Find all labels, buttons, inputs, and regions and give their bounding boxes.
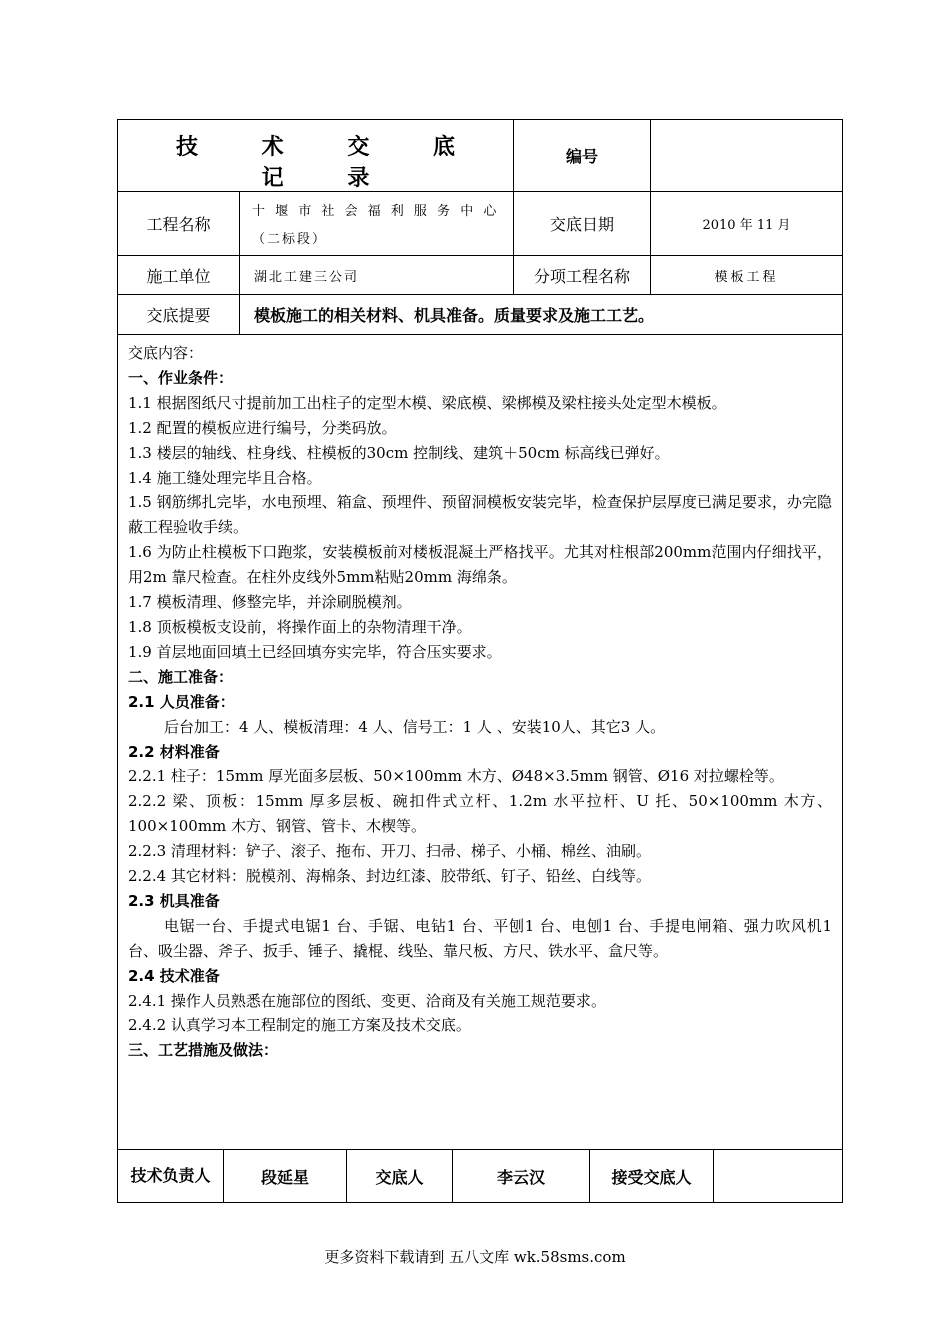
project-label: 工程名称: [118, 192, 240, 255]
project-value-line2: （二标段）: [252, 231, 328, 247]
receiver-value: [714, 1150, 842, 1202]
content-line: 2.2.2 梁、顶板：15mm 厚多层板、碗扣件式立杆、1.2m 水平拉杆、U 托、50×100mm 木方、100×100mm 木方、钢管、管卡、木楔等。: [128, 792, 832, 836]
content-line: 1.6 为防止柱模板下口跑浆，安装模板前对楼板混凝土严格找平。尤其对柱根部200mm范围内仔细找平，用2m 靠尺检查。在柱外皮线外5mm粘贴20mm 海绵条。: [128, 543, 832, 587]
content-line: 1.3 楼层的轴线、柱身线、柱模板的30cm 控制线、建筑＋50cm 标高线已弹好。: [128, 443, 670, 462]
unit-label: 施工单位: [118, 256, 240, 294]
receiver-label: 接受交底人: [590, 1150, 714, 1202]
document-title: 技 术 交 底 记 录: [118, 120, 514, 191]
content-line: 电锯一台、手提式电锯1 台、手锯、电钻1 台、平刨1 台、电刨1 台、手提电闸箱、强力吹风机1 台、吸尘器、斧子、扳手、锤子、撬棍、线坠、靠尺板、方尺、铁水平、盒尺等。: [128, 916, 832, 960]
subproject-value: 模板工程: [714, 269, 779, 285]
content-line: 交底内容：: [128, 344, 204, 362]
content-line: 二、施工准备：: [128, 667, 234, 686]
content-line: 1.4 施工缝处理完毕且合格。: [128, 468, 322, 487]
summary-value: 模板施工的相关材料、机具准备。质量要求及施工工艺。: [254, 306, 655, 325]
content-line: 1.8 顶板模板支设前，将操作面上的杂物清理干净。: [128, 617, 472, 636]
content-line: 2.4 技术准备: [128, 966, 220, 985]
content-line: 一、作业条件：: [128, 368, 234, 387]
number-label: 编号: [514, 120, 651, 191]
content-line: 1.2 配置的模板应进行编号，分类码放。: [128, 418, 397, 437]
date-value: 2010 年 11 月: [702, 218, 791, 233]
project-value-line1: 十 堰 市 社 会 福 利 服 务 中 心: [252, 204, 500, 220]
summary-label: 交底提要: [118, 295, 240, 334]
content-line: 2.1 人员准备：: [128, 692, 235, 711]
number-value: [651, 120, 842, 191]
content-line: 2.4.1 操作人员熟悉在施部位的图纸、变更、洽商及有关施工规范要求。: [128, 991, 606, 1010]
project-value: [240, 192, 514, 255]
content-line: 2.2.3 清理材料：铲子、滚子、拖布、开刀、扫帚、梯子、小桶、棉丝、油刷。: [128, 842, 651, 861]
content-line: 1.7 模板清理、修整完毕，并涂刷脱模剂。: [128, 593, 412, 612]
content-line: 2.2.1 柱子：15mm 厚光面多层板、50×100mm 木方、Ø48×3.5mm 钢管、Ø16 对拉螺栓等。: [128, 767, 784, 786]
project-row: [118, 192, 842, 256]
discloser-value: 李云汉: [453, 1150, 590, 1202]
date-label: 交底日期: [514, 192, 651, 255]
content-line: 1.9 首层地面回填土已经回填夯实完毕，符合压实要求。: [128, 642, 502, 661]
tech-lead-label: 技术负责人: [118, 1150, 224, 1202]
title-row: [118, 120, 842, 192]
disclosure-record-table: [117, 119, 843, 1203]
content-line: 1.1 根据图纸尺寸提前加工出柱子的定型木模、梁底模、梁梆模及梁柱接头处定型木模板。: [128, 393, 727, 412]
download-footer-note: 更多资料下载请到 五八文库 wk.58sms.com: [324, 1248, 626, 1266]
tech-lead-value: 段延星: [224, 1150, 347, 1202]
disclosure-content: [118, 335, 842, 1150]
discloser-label: 交底人: [347, 1150, 453, 1202]
content-line: 2.3 机具准备: [128, 891, 220, 910]
summary-row: [118, 295, 842, 335]
subproject-label: 分项工程名称: [514, 256, 651, 294]
content-line: 2.4.2 认真学习本工程制定的施工方案及技术交底。: [128, 1016, 471, 1035]
unit-row: [118, 256, 842, 295]
unit-value: 湖北工建三公司: [240, 256, 514, 294]
content-line: 2.2 材料准备: [128, 742, 220, 761]
content-line: 2.2.4 其它材料：脱模剂、海棉条、封边红漆、胶带纸、钉子、铅丝、白线等。: [128, 867, 651, 886]
content-line: 三、工艺措施及做法：: [128, 1041, 279, 1060]
content-line: 后台加工：4 人、模板清理：4 人、信号工：1 人 、安装10人、其它3 人。: [164, 717, 666, 736]
content-line: 1.5 钢筋绑扎完毕，水电预埋、箱盒、预埋件、预留洞模板安装完毕，检查保护层厚度已满足要求，办完隐蔽工程验收手续。: [128, 493, 832, 537]
signature-row: [118, 1150, 842, 1202]
